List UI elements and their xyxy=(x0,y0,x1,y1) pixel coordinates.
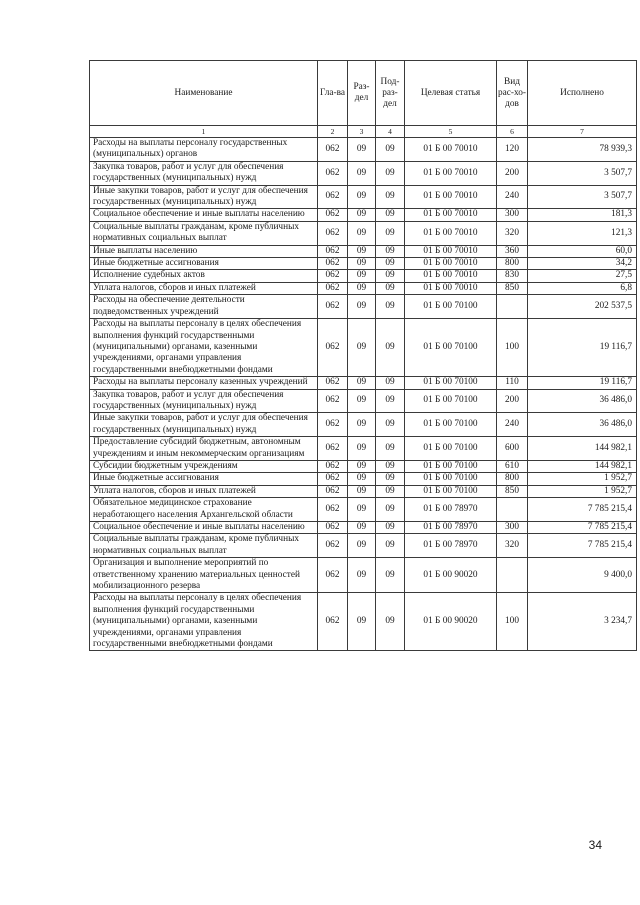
row-target: 01 Б 00 70010 xyxy=(405,221,497,245)
row-name: Закупка товаров, работ и услуг для обеспечения государственных (муниципальных) нужд xyxy=(90,161,318,185)
table-row xyxy=(90,460,637,472)
table-row xyxy=(90,534,637,558)
row-chapter: 062 xyxy=(318,473,348,485)
table-row xyxy=(90,270,637,282)
row-target: 01 Б 00 70100 xyxy=(405,377,497,389)
row-type: 100 xyxy=(497,593,528,651)
row-target: 01 Б 00 70100 xyxy=(405,319,497,377)
row-subsection: 09 xyxy=(376,485,405,497)
row-amount: 3 507,7 xyxy=(528,161,637,185)
table-row xyxy=(90,485,637,497)
row-target: 01 Б 00 70100 xyxy=(405,413,497,437)
row-chapter: 062 xyxy=(318,377,348,389)
row-amount: 3 234,7 xyxy=(528,593,637,651)
row-name: Иные выплаты населению xyxy=(90,245,318,257)
column-number: 4 xyxy=(376,126,405,138)
row-chapter: 062 xyxy=(318,185,348,209)
row-section: 09 xyxy=(348,473,376,485)
row-amount: 7 785 215,4 xyxy=(528,534,637,558)
row-target: 01 Б 00 70100 xyxy=(405,295,497,319)
table-row xyxy=(90,221,637,245)
row-chapter: 062 xyxy=(318,522,348,534)
row-type: 240 xyxy=(497,185,528,209)
row-subsection: 09 xyxy=(376,413,405,437)
table-row xyxy=(90,437,637,461)
row-type: 300 xyxy=(497,209,528,221)
row-type: 850 xyxy=(497,485,528,497)
row-name: Иные бюджетные ассигнования xyxy=(90,473,318,485)
row-section: 09 xyxy=(348,389,376,413)
row-subsection: 09 xyxy=(376,270,405,282)
row-type: 240 xyxy=(497,413,528,437)
row-amount: 1 952,7 xyxy=(528,485,637,497)
row-type: 600 xyxy=(497,437,528,461)
row-target: 01 Б 00 70010 xyxy=(405,258,497,270)
table-row xyxy=(90,319,637,377)
table-row xyxy=(90,498,637,522)
row-target: 01 Б 00 70010 xyxy=(405,161,497,185)
row-subsection: 09 xyxy=(376,558,405,593)
row-amount: 9 400,0 xyxy=(528,558,637,593)
row-amount: 19 116,7 xyxy=(528,377,637,389)
table-row xyxy=(90,245,637,257)
table-row xyxy=(90,473,637,485)
budget-table xyxy=(89,60,637,651)
row-amount: 3 507,7 xyxy=(528,185,637,209)
row-amount: 7 785 215,4 xyxy=(528,498,637,522)
row-name: Расходы на выплаты персоналу казенных учреждений xyxy=(90,377,318,389)
row-section: 09 xyxy=(348,258,376,270)
column-number: 6 xyxy=(497,126,528,138)
row-amount: 202 537,5 xyxy=(528,295,637,319)
row-type: 110 xyxy=(497,377,528,389)
row-target: 01 Б 00 70100 xyxy=(405,460,497,472)
row-name: Расходы на обеспечение деятельности подведомственных учреждений xyxy=(90,295,318,319)
column-number: 5 xyxy=(405,126,497,138)
row-section: 09 xyxy=(348,522,376,534)
row-chapter: 062 xyxy=(318,245,348,257)
row-amount: 36 486,0 xyxy=(528,389,637,413)
row-subsection: 09 xyxy=(376,221,405,245)
table-row xyxy=(90,413,637,437)
row-section: 09 xyxy=(348,498,376,522)
row-amount: 6,8 xyxy=(528,282,637,294)
row-name: Закупка товаров, работ и услуг для обеспечения государственных (муниципальных) нужд xyxy=(90,389,318,413)
row-section: 09 xyxy=(348,138,376,162)
row-subsection: 09 xyxy=(376,319,405,377)
row-amount: 34,2 xyxy=(528,258,637,270)
row-type: 120 xyxy=(497,138,528,162)
row-target: 01 Б 00 78970 xyxy=(405,534,497,558)
row-name: Социальное обеспечение и иные выплаты населению xyxy=(90,209,318,221)
row-chapter: 062 xyxy=(318,593,348,651)
row-name: Социальные выплаты гражданам, кроме публичных нормативных социальных выплат xyxy=(90,221,318,245)
column-number: 7 xyxy=(528,126,637,138)
row-amount: 19 116,7 xyxy=(528,319,637,377)
row-name: Субсидии бюджетным учреждениям xyxy=(90,460,318,472)
row-section: 09 xyxy=(348,295,376,319)
row-subsection: 09 xyxy=(376,161,405,185)
table-row xyxy=(90,161,637,185)
row-name: Организация и выполнение мероприятий по ответственному хранению материальных ценностей мобилизационного резерва xyxy=(90,558,318,593)
row-name: Исполнение судебных актов xyxy=(90,270,318,282)
row-section: 09 xyxy=(348,377,376,389)
row-type: 200 xyxy=(497,161,528,185)
row-subsection: 09 xyxy=(376,389,405,413)
row-chapter: 062 xyxy=(318,270,348,282)
row-type: 320 xyxy=(497,534,528,558)
header-section: Раз-дел xyxy=(348,61,376,126)
header-row xyxy=(90,61,637,126)
row-section: 09 xyxy=(348,221,376,245)
row-name: Социальное обеспечение и иные выплаты населению xyxy=(90,522,318,534)
row-type: 300 xyxy=(497,522,528,534)
row-target: 01 Б 00 70010 xyxy=(405,138,497,162)
column-number: 3 xyxy=(348,126,376,138)
row-subsection: 09 xyxy=(376,138,405,162)
row-name: Социальные выплаты гражданам, кроме публичных нормативных социальных выплат xyxy=(90,534,318,558)
row-subsection: 09 xyxy=(376,522,405,534)
row-type: 830 xyxy=(497,270,528,282)
row-type: 200 xyxy=(497,389,528,413)
row-section: 09 xyxy=(348,437,376,461)
header-type: Вид рас-хо-дов xyxy=(497,61,528,126)
row-chapter: 062 xyxy=(318,534,348,558)
row-name: Иные закупки товаров, работ и услуг для обеспечения государственных (муниципальных) нужд xyxy=(90,413,318,437)
header-target: Целевая статья xyxy=(405,61,497,126)
row-section: 09 xyxy=(348,319,376,377)
header-amount: Исполнено xyxy=(528,61,637,126)
row-type: 800 xyxy=(497,258,528,270)
table-body xyxy=(90,138,637,651)
row-subsection: 09 xyxy=(376,258,405,270)
row-subsection: 09 xyxy=(376,498,405,522)
table-row xyxy=(90,389,637,413)
row-subsection: 09 xyxy=(376,473,405,485)
row-type xyxy=(497,498,528,522)
row-type: 360 xyxy=(497,245,528,257)
row-section: 09 xyxy=(348,270,376,282)
row-amount: 27,5 xyxy=(528,270,637,282)
table-row xyxy=(90,593,637,651)
row-subsection: 09 xyxy=(376,377,405,389)
row-amount: 1 952,7 xyxy=(528,473,637,485)
table-row xyxy=(90,377,637,389)
row-chapter: 062 xyxy=(318,221,348,245)
row-target: 01 Б 00 70010 xyxy=(405,245,497,257)
row-subsection: 09 xyxy=(376,185,405,209)
row-chapter: 062 xyxy=(318,258,348,270)
row-type: 320 xyxy=(497,221,528,245)
header-chapter: Гла-ва xyxy=(318,61,348,126)
row-target: 01 Б 00 70010 xyxy=(405,282,497,294)
row-chapter: 062 xyxy=(318,319,348,377)
row-chapter: 062 xyxy=(318,460,348,472)
row-amount: 78 939,3 xyxy=(528,138,637,162)
row-subsection: 09 xyxy=(376,245,405,257)
row-amount: 7 785 215,4 xyxy=(528,522,637,534)
row-section: 09 xyxy=(348,534,376,558)
page-number: 34 xyxy=(588,838,602,852)
row-target: 01 Б 00 70010 xyxy=(405,185,497,209)
row-section: 09 xyxy=(348,245,376,257)
row-chapter: 062 xyxy=(318,389,348,413)
row-section: 09 xyxy=(348,558,376,593)
row-type: 610 xyxy=(497,460,528,472)
row-chapter: 062 xyxy=(318,498,348,522)
row-name: Расходы на выплаты персоналу в целях обеспечения выполнения функций государственными (муниципальными) органами, казенными учреждениями, органами управления государственными внебюджетными фондами xyxy=(90,593,318,651)
row-subsection: 09 xyxy=(376,593,405,651)
row-name: Обязательное медицинское страхование неработающего населения Архангельской области xyxy=(90,498,318,522)
row-type xyxy=(497,295,528,319)
table-row xyxy=(90,282,637,294)
table-row xyxy=(90,558,637,593)
row-type: 100 xyxy=(497,319,528,377)
table-row xyxy=(90,295,637,319)
table-row xyxy=(90,185,637,209)
row-chapter: 062 xyxy=(318,413,348,437)
row-section: 09 xyxy=(348,460,376,472)
row-name: Уплата налогов, сборов и иных платежей xyxy=(90,282,318,294)
row-subsection: 09 xyxy=(376,437,405,461)
table-header xyxy=(90,61,637,138)
row-chapter: 062 xyxy=(318,295,348,319)
table-row xyxy=(90,258,637,270)
row-name: Предоставление субсидий бюджетным, автономным учреждениям и иным некоммерческим организациям xyxy=(90,437,318,461)
row-chapter: 062 xyxy=(318,282,348,294)
table-row xyxy=(90,522,637,534)
row-amount: 144 982,1 xyxy=(528,437,637,461)
column-number-row xyxy=(90,126,637,138)
row-amount: 181,3 xyxy=(528,209,637,221)
column-number: 1 xyxy=(90,126,318,138)
row-section: 09 xyxy=(348,413,376,437)
row-target: 01 Б 00 70100 xyxy=(405,437,497,461)
row-chapter: 062 xyxy=(318,437,348,461)
header-subsection: Под-раз-дел xyxy=(376,61,405,126)
row-amount: 36 486,0 xyxy=(528,413,637,437)
row-name: Иные бюджетные ассигнования xyxy=(90,258,318,270)
column-number: 2 xyxy=(318,126,348,138)
row-name: Расходы на выплаты персоналу в целях обеспечения выполнения функций государственными (муниципальными) органами, казенными учреждениями, органами управления государственными внебюджетными фондами xyxy=(90,319,318,377)
row-type xyxy=(497,558,528,593)
row-chapter: 062 xyxy=(318,138,348,162)
row-chapter: 062 xyxy=(318,161,348,185)
row-chapter: 062 xyxy=(318,558,348,593)
row-name: Иные закупки товаров, работ и услуг для обеспечения государственных (муниципальных) нужд xyxy=(90,185,318,209)
row-section: 09 xyxy=(348,593,376,651)
row-target: 01 Б 00 70010 xyxy=(405,270,497,282)
row-amount: 121,3 xyxy=(528,221,637,245)
row-subsection: 09 xyxy=(376,282,405,294)
row-target: 01 Б 00 70100 xyxy=(405,485,497,497)
row-section: 09 xyxy=(348,209,376,221)
row-chapter: 062 xyxy=(318,485,348,497)
row-name: Уплата налогов, сборов и иных платежей xyxy=(90,485,318,497)
row-target: 01 Б 00 78970 xyxy=(405,498,497,522)
row-subsection: 09 xyxy=(376,209,405,221)
row-target: 01 Б 00 70100 xyxy=(405,389,497,413)
row-subsection: 09 xyxy=(376,534,405,558)
row-chapter: 062 xyxy=(318,209,348,221)
row-section: 09 xyxy=(348,485,376,497)
row-target: 01 Б 00 90020 xyxy=(405,593,497,651)
row-section: 09 xyxy=(348,185,376,209)
table-row xyxy=(90,138,637,162)
row-subsection: 09 xyxy=(376,295,405,319)
row-amount: 60,0 xyxy=(528,245,637,257)
row-target: 01 Б 00 70010 xyxy=(405,209,497,221)
row-amount: 144 982,1 xyxy=(528,460,637,472)
row-type: 800 xyxy=(497,473,528,485)
row-target: 01 Б 00 70100 xyxy=(405,473,497,485)
row-section: 09 xyxy=(348,161,376,185)
row-target: 01 Б 00 90020 xyxy=(405,558,497,593)
table-row xyxy=(90,209,637,221)
row-section: 09 xyxy=(348,282,376,294)
row-subsection: 09 xyxy=(376,460,405,472)
row-target: 01 Б 00 78970 xyxy=(405,522,497,534)
row-type: 850 xyxy=(497,282,528,294)
header-name: Наименование xyxy=(90,61,318,126)
row-name: Расходы на выплаты персоналу государственных (муниципальных) органов xyxy=(90,138,318,162)
